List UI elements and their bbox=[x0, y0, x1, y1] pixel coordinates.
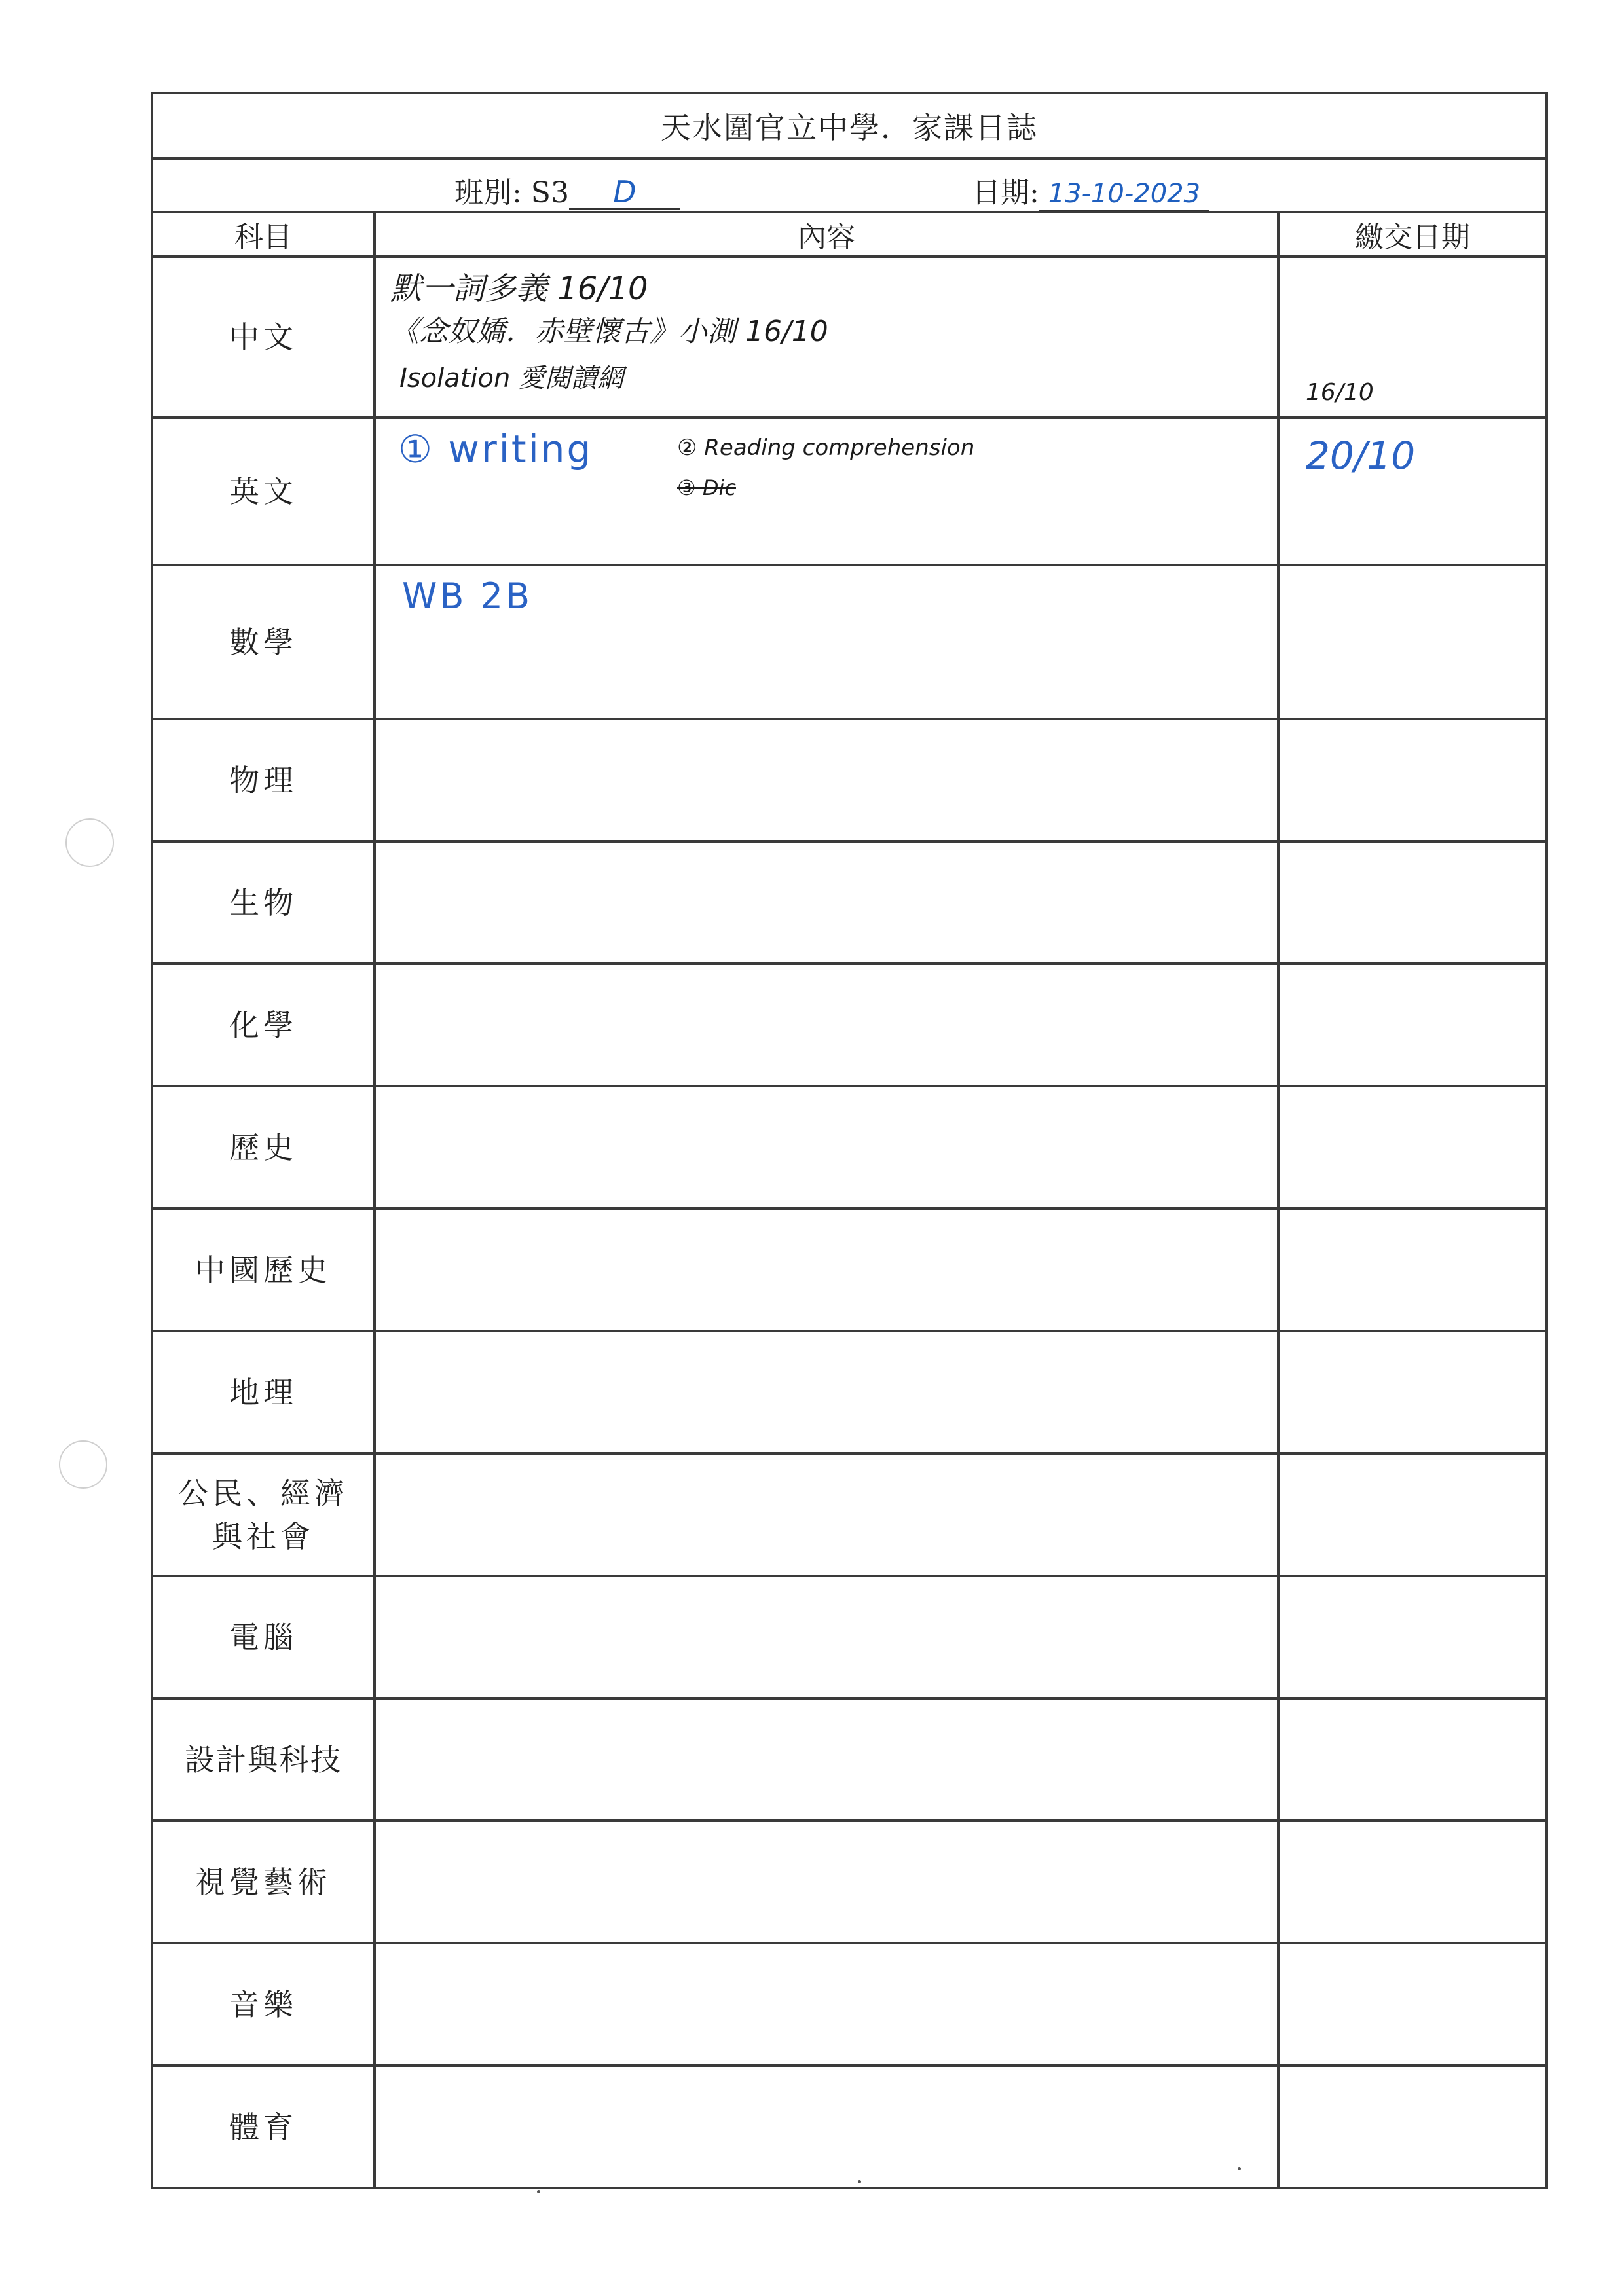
due-cell bbox=[1278, 841, 1547, 964]
due-cell bbox=[1278, 418, 1547, 565]
subject-cell: 中國歷史 bbox=[152, 1209, 375, 1331]
subject-cell: 音樂 bbox=[152, 1943, 375, 2066]
content-cell bbox=[375, 719, 1278, 841]
table-row bbox=[152, 418, 1547, 565]
subject-cell: 歷史 bbox=[152, 1086, 375, 1209]
table-row bbox=[152, 1698, 1547, 1821]
due-cell bbox=[1278, 964, 1547, 1086]
handwritten-entry: ② Reading comprehension bbox=[677, 435, 975, 461]
scan-speck bbox=[537, 2190, 540, 2193]
content-column-header: 內容 bbox=[375, 212, 1278, 257]
due-cell bbox=[1278, 1453, 1547, 1576]
content-cell bbox=[375, 1209, 1278, 1331]
table-row bbox=[152, 1331, 1547, 1453]
class-label: 班別: S3 bbox=[454, 176, 569, 210]
content-cell bbox=[375, 418, 1278, 565]
subject-label-line: 公民、經濟 bbox=[178, 1475, 348, 1511]
punch-hole bbox=[59, 1440, 107, 1489]
subject-cell bbox=[152, 1453, 375, 1576]
subject-cell: 電腦 bbox=[152, 1576, 375, 1698]
class-value: D bbox=[569, 176, 680, 210]
content-cell bbox=[375, 1086, 1278, 1209]
homework-table bbox=[151, 92, 1548, 2189]
table-row bbox=[152, 1943, 1547, 2066]
date-field bbox=[972, 169, 1209, 211]
due-cell bbox=[1278, 257, 1547, 418]
subject-cell: 體育 bbox=[152, 2066, 375, 2188]
handwritten-entry: 《念奴嬌．赤壁懷古》小測 16/10 bbox=[390, 315, 828, 348]
content-cell bbox=[375, 2066, 1278, 2188]
subject-cell: 中文 bbox=[152, 257, 375, 418]
content-cell bbox=[375, 1821, 1278, 1943]
table-row bbox=[152, 1209, 1547, 1331]
due-date-entry: 16/10 bbox=[1306, 379, 1374, 406]
handwritten-entry: 默一詞多義 16/10 bbox=[390, 270, 648, 307]
due-cell bbox=[1278, 1086, 1547, 1209]
content-cell bbox=[375, 841, 1278, 964]
subject-cell: 視覺藝術 bbox=[152, 1821, 375, 1943]
table-row bbox=[152, 719, 1547, 841]
content-cell bbox=[375, 1943, 1278, 2066]
due-cell bbox=[1278, 1821, 1547, 1943]
content-cell bbox=[375, 964, 1278, 1086]
table-row bbox=[152, 1576, 1547, 1698]
table-row bbox=[152, 257, 1547, 418]
content-cell bbox=[375, 1331, 1278, 1453]
table-row bbox=[152, 1453, 1547, 1576]
content-cell bbox=[375, 257, 1278, 418]
subject-cell: 化學 bbox=[152, 964, 375, 1086]
due-date-entry: 20/10 bbox=[1306, 433, 1416, 478]
struck-entry: ③ Dic bbox=[677, 475, 736, 500]
due-cell bbox=[1278, 1943, 1547, 2066]
handwritten-entry: WB 2B bbox=[402, 575, 533, 617]
due-cell bbox=[1278, 1698, 1547, 1821]
table-row bbox=[152, 1086, 1547, 1209]
subject-cell: 數學 bbox=[152, 565, 375, 719]
due-cell bbox=[1278, 1576, 1547, 1698]
subject-cell: 英文 bbox=[152, 418, 375, 565]
due-cell bbox=[1278, 1209, 1547, 1331]
subject-cell: 地理 bbox=[152, 1331, 375, 1453]
content-cell bbox=[375, 1698, 1278, 1821]
table-row bbox=[152, 964, 1547, 1086]
due-date-column-header: 繳交日期 bbox=[1278, 212, 1547, 257]
table-row bbox=[152, 1821, 1547, 1943]
table-row bbox=[152, 565, 1547, 719]
subject-column-header: 科目 bbox=[152, 212, 375, 257]
handwritten-entry: Isolation 愛閱讀網 bbox=[399, 363, 624, 393]
handwritten-entry: ① writing bbox=[398, 427, 593, 471]
due-cell bbox=[1278, 1331, 1547, 1453]
punch-hole bbox=[65, 818, 114, 867]
table-row bbox=[152, 841, 1547, 964]
class-date-row bbox=[152, 158, 1547, 212]
due-cell bbox=[1278, 565, 1547, 719]
subject-label-line: 與社會 bbox=[212, 1518, 314, 1554]
content-cell bbox=[375, 1576, 1278, 1698]
date-label: 日期: bbox=[972, 176, 1039, 210]
date-value: 13-10-2023 bbox=[1039, 178, 1209, 211]
class-field bbox=[454, 169, 680, 211]
table-row bbox=[152, 2066, 1547, 2188]
due-cell bbox=[1278, 2066, 1547, 2188]
due-cell bbox=[1278, 719, 1547, 841]
content-cell bbox=[375, 1453, 1278, 1576]
page-title: 天水圍官立中學．家課日誌 bbox=[152, 93, 1547, 158]
content-cell bbox=[375, 565, 1278, 719]
subject-cell: 物理 bbox=[152, 719, 375, 841]
subject-cell: 設計與科技 bbox=[152, 1698, 375, 1821]
subject-cell: 生物 bbox=[152, 841, 375, 964]
